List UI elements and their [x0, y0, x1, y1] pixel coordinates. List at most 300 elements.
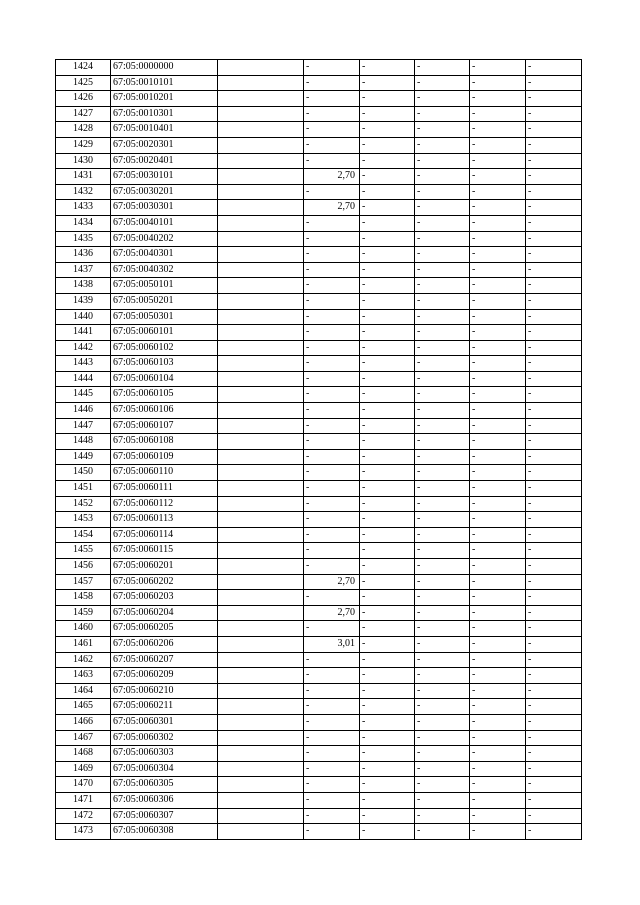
value-cell-4: -	[470, 231, 526, 247]
value-dash: -	[306, 528, 310, 540]
table-row	[56, 699, 582, 715]
table-row	[56, 91, 582, 107]
blank-cell	[218, 512, 304, 528]
cadastral-code-cell: 67:05:0060109	[111, 449, 218, 465]
value-cell-4: -	[470, 122, 526, 138]
value-cell-5: -	[526, 200, 582, 216]
value-dash: -	[306, 232, 310, 244]
table-row	[56, 137, 582, 153]
blank-cell	[218, 309, 304, 325]
value-cell-2: -	[360, 652, 415, 668]
value-cell-1	[304, 325, 360, 341]
row-number-cell: 1465	[56, 699, 111, 715]
value-cell-5: -	[526, 574, 582, 590]
cadastral-code-cell: 67:05:0060306	[111, 792, 218, 808]
row-number-cell: 1447	[56, 418, 111, 434]
blank-cell	[218, 340, 304, 356]
value-cell-3: -	[415, 652, 470, 668]
value-cell-5: -	[526, 777, 582, 793]
value-cell-5: -	[526, 792, 582, 808]
value-cell-5: -	[526, 590, 582, 606]
value-cell-4: -	[470, 808, 526, 824]
table-row	[56, 621, 582, 637]
value-cell-5: -	[526, 605, 582, 621]
value-cell-1	[304, 559, 360, 575]
value-cell-3: -	[415, 371, 470, 387]
blank-cell	[218, 730, 304, 746]
cadastral-code-cell: 67:05:0010401	[111, 122, 218, 138]
cadastral-code-cell: 67:05:0010301	[111, 106, 218, 122]
cadastral-code-cell: 67:05:0030201	[111, 184, 218, 200]
value-cell-5: -	[526, 699, 582, 715]
row-number-cell: 1425	[56, 75, 111, 91]
value-cell-3: -	[415, 387, 470, 403]
value-dash: -	[306, 731, 310, 743]
value-cell-4: -	[470, 699, 526, 715]
blank-cell	[218, 481, 304, 497]
table-row	[56, 512, 582, 528]
value-cell-1	[304, 231, 360, 247]
value-cell-3: -	[415, 465, 470, 481]
table-row	[56, 777, 582, 793]
row-number-cell: 1473	[56, 824, 111, 840]
table-row	[56, 449, 582, 465]
row-number-cell: 1466	[56, 714, 111, 730]
value-cell-5: -	[526, 512, 582, 528]
value-cell-2: -	[360, 231, 415, 247]
value-cell-1	[304, 418, 360, 434]
value-cell-4: -	[470, 403, 526, 419]
table-row	[56, 403, 582, 419]
value-cell-3: -	[415, 231, 470, 247]
value-cell-4: -	[470, 325, 526, 341]
value-cell-3: -	[415, 543, 470, 559]
value-cell-3: -	[415, 527, 470, 543]
cadastral-code-cell: 67:05:0060205	[111, 621, 218, 637]
blank-cell	[218, 465, 304, 481]
value-dash: -	[306, 560, 310, 571]
value-cell-1	[304, 403, 360, 419]
blank-cell	[218, 605, 304, 621]
value-cell-2: -	[360, 122, 415, 138]
value-cell-2: -	[360, 371, 415, 387]
row-number-cell: 1437	[56, 262, 111, 278]
value-number: 2,70	[337, 575, 355, 587]
value-cell-2: -	[360, 714, 415, 730]
value-cell-5: -	[526, 683, 582, 699]
blank-cell	[218, 184, 304, 200]
value-dash: -	[306, 700, 310, 712]
value-cell-3: -	[415, 574, 470, 590]
value-dash: -	[306, 715, 310, 727]
value-cell-4: -	[470, 449, 526, 465]
value-cell-2: -	[360, 60, 415, 76]
table-row	[56, 824, 582, 840]
blank-cell	[218, 137, 304, 153]
table-row	[56, 808, 582, 824]
value-cell-3: -	[415, 605, 470, 621]
cadastral-code-cell: 67:05:0060101	[111, 325, 218, 341]
value-cell-2: -	[360, 699, 415, 715]
row-number-cell: 1449	[56, 449, 111, 465]
value-dash: -	[306, 138, 310, 150]
value-dash: -	[306, 513, 310, 525]
blank-cell	[218, 496, 304, 512]
value-cell-4: -	[470, 590, 526, 606]
value-cell-4: -	[470, 293, 526, 309]
value-cell-5: -	[526, 371, 582, 387]
cadastral-code-cell: 67:05:0050201	[111, 293, 218, 309]
blank-cell	[218, 746, 304, 762]
cadastral-code-cell: 67:05:0060304	[111, 761, 218, 777]
value-cell-4: -	[470, 75, 526, 91]
value-cell-4: -	[470, 512, 526, 528]
value-cell-1	[304, 356, 360, 372]
value-cell-5: -	[526, 746, 582, 762]
cadastral-code-cell: 67:05:0060106	[111, 403, 218, 419]
value-cell-1	[304, 730, 360, 746]
value-dash: -	[306, 310, 310, 322]
value-cell-1	[304, 106, 360, 122]
cadastral-code-cell: 67:05:0060308	[111, 824, 218, 840]
value-cell-3: -	[415, 434, 470, 450]
row-number-cell: 1469	[56, 761, 111, 777]
blank-cell	[218, 527, 304, 543]
value-cell-5: -	[526, 403, 582, 419]
value-cell-1	[304, 527, 360, 543]
value-dash: -	[306, 435, 310, 447]
table-row	[56, 434, 582, 450]
value-cell-5: -	[526, 247, 582, 263]
table-row	[56, 605, 582, 621]
row-number-cell: 1438	[56, 278, 111, 294]
row-number-cell: 1455	[56, 543, 111, 559]
value-cell-2: -	[360, 449, 415, 465]
value-cell-1	[304, 652, 360, 668]
row-number-cell: 1454	[56, 527, 111, 543]
value-cell-3: -	[415, 699, 470, 715]
value-cell-4: -	[470, 824, 526, 840]
value-cell-5: -	[526, 714, 582, 730]
value-cell-1	[304, 824, 360, 840]
cadastral-code-cell: 67:05:0060111	[111, 481, 218, 497]
table-row	[56, 590, 582, 606]
value-cell-3: -	[415, 481, 470, 497]
value-cell-4: -	[470, 278, 526, 294]
value-dash: -	[306, 747, 310, 759]
value-cell-1	[304, 169, 360, 185]
value-cell-3: -	[415, 75, 470, 91]
cadastral-code-cell: 67:05:0060104	[111, 371, 218, 387]
cadastral-code-cell: 67:05:0060202	[111, 574, 218, 590]
table-row	[56, 293, 582, 309]
value-cell-2: -	[360, 215, 415, 231]
cadastral-code-cell: 67:05:0000000	[111, 60, 218, 76]
value-dash: -	[306, 466, 310, 478]
row-number-cell: 1432	[56, 184, 111, 200]
value-dash: -	[306, 326, 310, 338]
value-cell-4: -	[470, 636, 526, 652]
value-cell-2: -	[360, 434, 415, 450]
value-cell-2: -	[360, 356, 415, 372]
value-cell-2: -	[360, 262, 415, 278]
value-dash: -	[306, 61, 310, 72]
row-number-cell: 1431	[56, 169, 111, 185]
value-cell-2: -	[360, 590, 415, 606]
data-table	[55, 59, 582, 840]
value-dash: -	[306, 809, 310, 821]
blank-cell	[218, 169, 304, 185]
row-number-cell: 1446	[56, 403, 111, 419]
table-row	[56, 714, 582, 730]
value-cell-3: -	[415, 730, 470, 746]
value-dash: -	[306, 591, 310, 603]
value-cell-2: -	[360, 574, 415, 590]
value-cell-3: -	[415, 683, 470, 699]
value-cell-3: -	[415, 808, 470, 824]
value-cell-5: -	[526, 60, 582, 76]
value-cell-5: -	[526, 668, 582, 684]
table-row	[56, 309, 582, 325]
value-cell-4: -	[470, 746, 526, 762]
value-cell-2: -	[360, 559, 415, 575]
value-dash: -	[306, 497, 310, 509]
table-row	[56, 387, 582, 403]
value-cell-1	[304, 512, 360, 528]
table-row	[56, 418, 582, 434]
value-cell-4: -	[470, 387, 526, 403]
value-cell-5: -	[526, 231, 582, 247]
value-cell-2: -	[360, 621, 415, 637]
value-cell-3: -	[415, 91, 470, 107]
cadastral-code-cell: 67:05:0060209	[111, 668, 218, 684]
table-row	[56, 231, 582, 247]
value-dash: -	[306, 263, 310, 275]
table-row	[56, 636, 582, 652]
value-cell-5: -	[526, 278, 582, 294]
value-cell-1	[304, 387, 360, 403]
value-dash: -	[306, 669, 310, 681]
value-dash: -	[306, 185, 310, 197]
row-number-cell: 1430	[56, 153, 111, 169]
value-cell-1	[304, 590, 360, 606]
value-cell-5: -	[526, 418, 582, 434]
value-cell-2: -	[360, 792, 415, 808]
value-dash: -	[306, 216, 310, 228]
table-row	[56, 371, 582, 387]
value-cell-3: -	[415, 668, 470, 684]
blank-cell	[218, 387, 304, 403]
value-cell-1	[304, 184, 360, 200]
row-number-cell: 1445	[56, 387, 111, 403]
value-dash: -	[306, 248, 310, 260]
cadastral-code-cell: 67:05:0060211	[111, 699, 218, 715]
value-cell-2: -	[360, 169, 415, 185]
table-row	[56, 75, 582, 91]
blank-cell	[218, 792, 304, 808]
value-cell-3: -	[415, 106, 470, 122]
value-cell-4: -	[470, 309, 526, 325]
table-row	[56, 761, 582, 777]
value-cell-3: -	[415, 200, 470, 216]
value-cell-4: -	[470, 106, 526, 122]
row-number-cell: 1460	[56, 621, 111, 637]
value-cell-3: -	[415, 278, 470, 294]
value-dash: -	[306, 450, 310, 462]
value-cell-3: -	[415, 153, 470, 169]
value-cell-3: -	[415, 777, 470, 793]
row-number-cell: 1471	[56, 792, 111, 808]
row-number-cell: 1472	[56, 808, 111, 824]
value-cell-3: -	[415, 824, 470, 840]
blank-cell	[218, 215, 304, 231]
value-dash: -	[306, 92, 310, 104]
table-row	[56, 106, 582, 122]
value-cell-3: -	[415, 761, 470, 777]
blank-cell	[218, 247, 304, 263]
value-cell-2: -	[360, 278, 415, 294]
value-cell-2: -	[360, 636, 415, 652]
value-cell-1	[304, 714, 360, 730]
blank-cell	[218, 231, 304, 247]
value-cell-4: -	[470, 91, 526, 107]
value-cell-2: -	[360, 543, 415, 559]
value-dash: -	[306, 357, 310, 369]
row-number-cell: 1427	[56, 106, 111, 122]
blank-cell	[218, 403, 304, 419]
value-cell-4: -	[470, 371, 526, 387]
value-cell-1	[304, 465, 360, 481]
blank-cell	[218, 668, 304, 684]
blank-cell	[218, 153, 304, 169]
table-body	[56, 60, 582, 840]
value-cell-1	[304, 137, 360, 153]
value-cell-4: -	[470, 559, 526, 575]
row-number-cell: 1459	[56, 605, 111, 621]
value-dash: -	[306, 388, 310, 400]
value-cell-1	[304, 636, 360, 652]
table-row	[56, 278, 582, 294]
value-dash: -	[306, 341, 310, 353]
table-row	[56, 652, 582, 668]
blank-cell	[218, 714, 304, 730]
value-number: 2,70	[337, 170, 355, 182]
table-row	[56, 683, 582, 699]
table-row	[56, 496, 582, 512]
value-cell-2: -	[360, 309, 415, 325]
value-cell-4: -	[470, 434, 526, 450]
cadastral-code-cell: 67:05:0060113	[111, 512, 218, 528]
value-cell-2: -	[360, 496, 415, 512]
row-number-cell: 1450	[56, 465, 111, 481]
value-dash: -	[306, 76, 310, 88]
blank-cell	[218, 699, 304, 715]
table-row	[56, 527, 582, 543]
value-cell-5: -	[526, 215, 582, 231]
value-cell-1	[304, 434, 360, 450]
value-cell-4: -	[470, 215, 526, 231]
blank-cell	[218, 356, 304, 372]
value-cell-2: -	[360, 527, 415, 543]
value-cell-4: -	[470, 527, 526, 543]
value-cell-1	[304, 683, 360, 699]
value-number: 2,70	[337, 201, 355, 213]
value-cell-5: -	[526, 356, 582, 372]
value-cell-3: -	[415, 169, 470, 185]
value-cell-3: -	[415, 746, 470, 762]
row-number-cell: 1462	[56, 652, 111, 668]
value-cell-4: -	[470, 683, 526, 699]
value-cell-3: -	[415, 621, 470, 637]
table-row	[56, 184, 582, 200]
cadastral-code-cell: 67:05:0010101	[111, 75, 218, 91]
value-cell-1	[304, 574, 360, 590]
cadastral-code-cell: 67:05:0060305	[111, 777, 218, 793]
value-cell-5: -	[526, 325, 582, 341]
value-cell-2: -	[360, 325, 415, 341]
value-cell-2: -	[360, 153, 415, 169]
cadastral-code-cell: 67:05:0060103	[111, 356, 218, 372]
table-row	[56, 325, 582, 341]
value-cell-5: -	[526, 91, 582, 107]
value-cell-1	[304, 340, 360, 356]
row-number-cell: 1463	[56, 668, 111, 684]
value-cell-4: -	[470, 543, 526, 559]
row-number-cell: 1435	[56, 231, 111, 247]
row-number-cell: 1439	[56, 293, 111, 309]
value-cell-5: -	[526, 824, 582, 840]
value-dash: -	[306, 762, 310, 774]
value-cell-5: -	[526, 262, 582, 278]
cadastral-code-cell: 67:05:0060204	[111, 605, 218, 621]
value-dash: -	[306, 482, 310, 494]
value-cell-1	[304, 293, 360, 309]
row-number-cell: 1470	[56, 777, 111, 793]
value-cell-5: -	[526, 340, 582, 356]
value-cell-3: -	[415, 714, 470, 730]
table-row	[56, 122, 582, 138]
value-cell-5: -	[526, 75, 582, 91]
value-dash: -	[306, 279, 310, 291]
value-cell-2: -	[360, 746, 415, 762]
value-cell-4: -	[470, 137, 526, 153]
value-cell-4: -	[470, 465, 526, 481]
blank-cell	[218, 683, 304, 699]
cadastral-code-cell: 67:05:0060105	[111, 387, 218, 403]
cadastral-code-cell: 67:05:0060102	[111, 340, 218, 356]
value-cell-4: -	[470, 668, 526, 684]
value-cell-3: -	[415, 247, 470, 263]
value-cell-4: -	[470, 730, 526, 746]
table-row	[56, 668, 582, 684]
row-number-cell: 1464	[56, 683, 111, 699]
value-dash: -	[306, 622, 310, 634]
value-cell-5: -	[526, 481, 582, 497]
value-number: 2,70	[337, 606, 355, 618]
row-number-cell: 1458	[56, 590, 111, 606]
cadastral-code-cell: 67:05:0060307	[111, 808, 218, 824]
blank-cell	[218, 590, 304, 606]
value-cell-4: -	[470, 247, 526, 263]
value-cell-3: -	[415, 309, 470, 325]
value-cell-1	[304, 215, 360, 231]
value-cell-4: -	[470, 356, 526, 372]
value-cell-4: -	[470, 761, 526, 777]
row-number-cell: 1457	[56, 574, 111, 590]
value-cell-3: -	[415, 60, 470, 76]
value-dash: -	[306, 793, 310, 805]
value-cell-4: -	[470, 200, 526, 216]
